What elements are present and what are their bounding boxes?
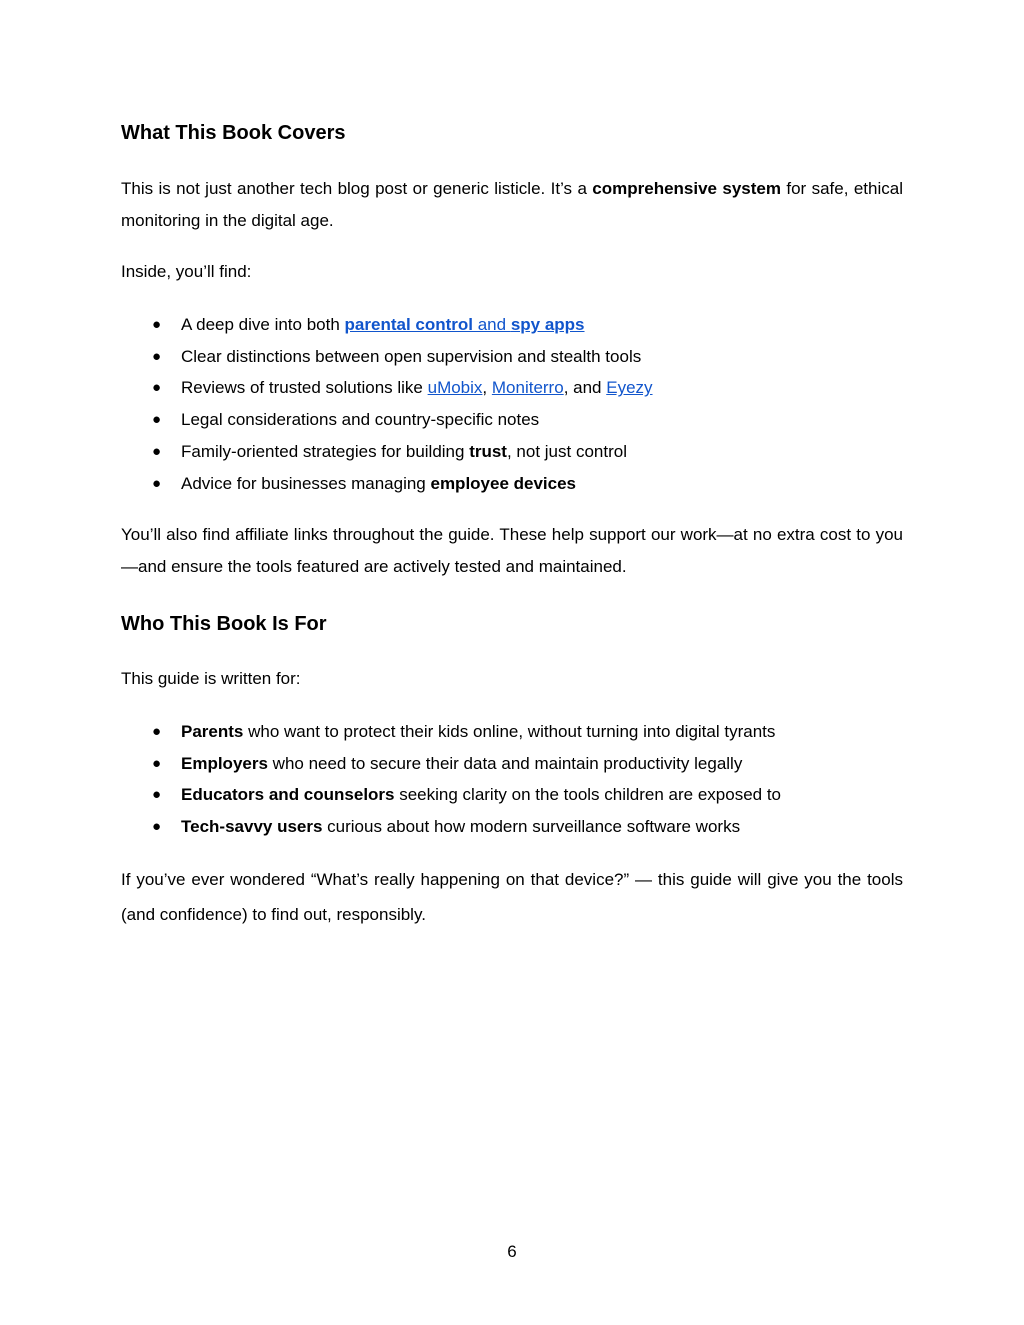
inside-label: Inside, you’ll find: [121, 262, 252, 281]
intro-text-end: for safe, ethical monitoring in the digital age. [121, 179, 903, 230]
moniterro-link[interactable]: Moniterro [491, 378, 564, 398]
bullet-icon: ● [152, 442, 162, 460]
parental-control-and-spy-apps-link[interactable] [345, 315, 585, 334]
section-heading-what-this-book-covers: What This Book Covers [121, 122, 346, 144]
intro-paragraph [121, 173, 903, 237]
separator-text: , [482, 378, 492, 398]
intro-bold-comprehensive-system: comprehensive system [592, 179, 781, 198]
list-item [121, 716, 903, 748]
list-item-text: curious about how modern surveillance software works [322, 817, 741, 837]
intro-text-start: This is not just another tech blog post or generic listicle. It’s a [121, 179, 593, 198]
list-item [121, 748, 903, 780]
list-item-text: Family-oriented strategies for building [181, 441, 470, 461]
bullet-icon: ● [152, 316, 162, 333]
closing-paragraph: If you’ve ever wondered “What’s really happening on that device?” — this guide will give you the tools (and confidence) to find out, responsibly. [121, 870, 903, 924]
bullet-icon: ● [152, 411, 162, 429]
bullet-icon: ● [152, 786, 162, 804]
list-item [121, 341, 903, 373]
link-and-text: and [473, 315, 511, 334]
bold-trust: trust [469, 441, 507, 461]
covers-bullet-list [121, 309, 903, 499]
list-item-text: A deep dive into both [181, 315, 345, 334]
audience-educators: Educators and counselors [181, 785, 395, 805]
audience-intro: This guide is written for: [121, 669, 301, 688]
list-item [121, 436, 903, 468]
bullet-icon: ● [152, 379, 162, 397]
bold-employee-devices: employee devices [430, 473, 577, 493]
page-number: 6 [507, 1242, 517, 1261]
eyezy-link[interactable]: Eyezy [606, 378, 653, 398]
list-item-text: seeking clarity on the tools children are exposed to [394, 785, 782, 805]
bullet-icon: ● [152, 347, 162, 365]
section-heading-who-this-book-is-for: Who This Book Is For [121, 613, 327, 635]
umobix-link[interactable]: uMobix [427, 378, 483, 398]
list-item [121, 372, 903, 404]
audience-parents: Parents [181, 722, 244, 741]
list-item-text-end: , not just control [506, 441, 627, 461]
affiliate-paragraph: You’ll also find affiliate links throughout the guide. These help support our work—at no extra cost to you—and ensure the tools featured are actively tested and maintained. [121, 525, 903, 576]
list-item [121, 404, 903, 436]
separator-text: , and [563, 378, 607, 398]
list-item-text: who want to protect their kids online, without turning into digital tyrants [243, 722, 776, 741]
bullet-icon: ● [152, 754, 162, 772]
list-item-text: Advice for businesses managing [181, 473, 431, 493]
audience-tech-savvy-users: Tech-savvy users [181, 817, 323, 837]
spy-apps-link-text: spy apps [510, 315, 585, 334]
list-item [121, 468, 903, 500]
list-item-text: Clear distinctions between open supervision and stealth tools [181, 346, 642, 366]
list-item [121, 309, 903, 341]
list-item [121, 779, 903, 811]
list-item-text: who need to secure their data and maintain productivity legally [267, 753, 743, 773]
audience-bullet-list [121, 716, 903, 843]
bullet-icon: ● [152, 474, 162, 492]
audience-employers: Employers [181, 753, 268, 773]
list-item-text: Reviews of trusted solutions like [181, 378, 428, 398]
list-item-text: Legal considerations and country-specific notes [181, 410, 540, 430]
list-item [121, 811, 903, 843]
bullet-icon: ● [152, 818, 162, 836]
bullet-icon: ● [152, 723, 162, 740]
parental-control-link-text: parental control [344, 315, 473, 334]
